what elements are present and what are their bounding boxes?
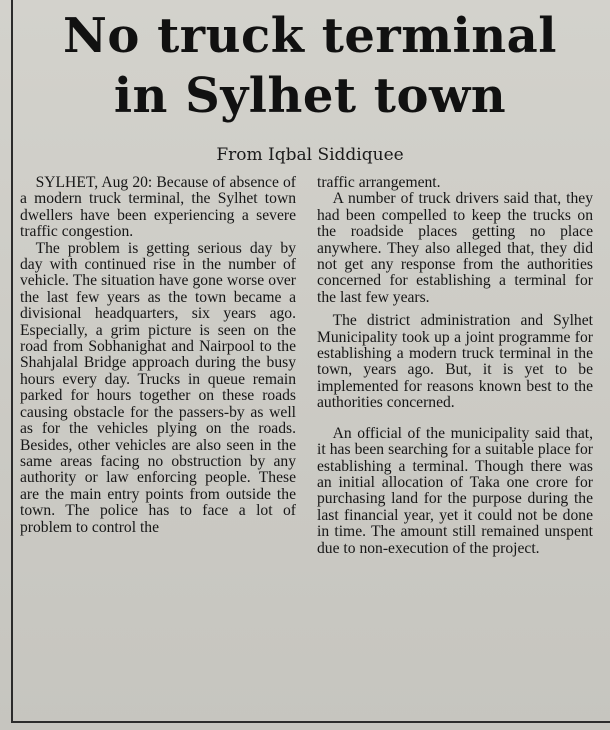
paragraph-continued: traffic arrangement.: [317, 174, 441, 191]
column-rule-bottom: [11, 721, 610, 723]
column-rule-left: [11, 0, 13, 722]
paragraph-truck-drivers: A number of truck drivers said that, they had been compelled to keep the trucks on the roadside places getting no place anywhere. They also alleged that, they did not get any response from the authorities concerned for establishing a terminal for the last few years.: [317, 190, 593, 306]
paragraph-problem: The problem is getting serious day by day with continued rise in the number of vehicle. The situation have gone worse over the last few years as the town became a divisional headquarters, six years ago. Especially, a grim picture is seen on the road from Sobhanighat and Nairpool to the Shahjalal Bridge approach during the busy hours every day. Trucks in queue remain parked for hours together on these roads causing obstacle for the passers-by as well as for the vehicles plying on the roads. Besides, other vehicles are also seen in the same areas facing no obstruction by any authority or law enforcing people. These are the main entry points from outside the town. The police has to face a lot of problem to control the: [20, 239, 296, 536]
headline: [20, 6, 600, 126]
headline-line-2: in Sylhet town: [113, 68, 507, 124]
paragraph-dateline: SYLHET, Aug 20: Because of absence of a modern truck terminal, the Sylhet town dwellers have been experiencing a severe traffic congestion.: [20, 174, 296, 241]
headline-line-1: No truck terminal: [63, 8, 557, 64]
byline: From Iqbal Siddiquee: [216, 145, 404, 165]
column-left: [20, 175, 296, 536]
paragraph-administration: The district administration and Sylhet Municipality took up a joint programme for establishing a modern truck terminal in the town, years ago. But, it is yet to be implemented for reasons known best to the authorities concerned.: [317, 312, 593, 412]
paragraph-official: An official of the municipality said that, it has been searching for a suitable place for establishing a terminal. Though there was an initial allocation of Taka one crore for purchasing land for the purpose during the last financial year, yet it could not be done in time. The amount still remained unspent due to non-execution of the project.: [317, 424, 593, 557]
column-right: [317, 175, 593, 557]
